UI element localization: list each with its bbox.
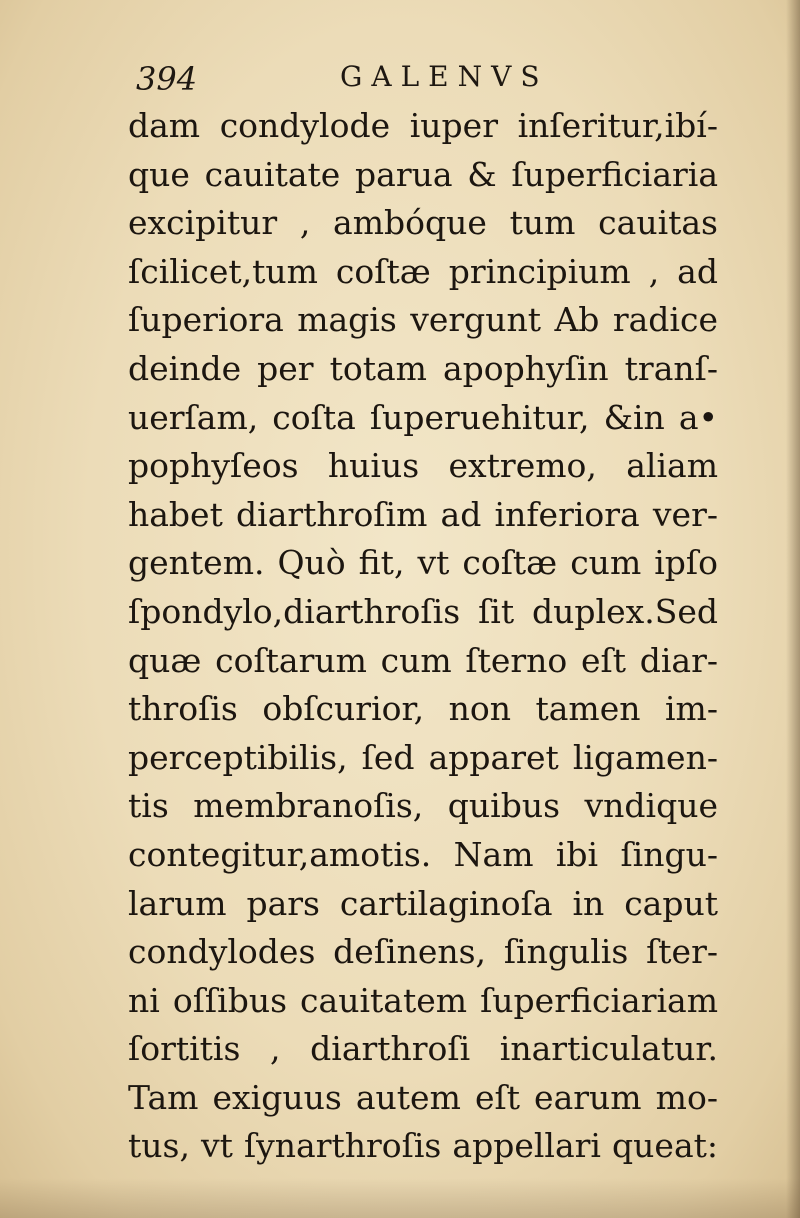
text-line: pophyſeos huius extremo, aliam — [128, 446, 718, 486]
text-line: deinde per totam apophyſin tranſ- — [128, 348, 718, 388]
page-bottom-shadow — [0, 1178, 800, 1218]
text-line: que cauitate parua & ſuperficiaria — [128, 154, 718, 194]
text-line: ſpondylo,diarthroſis ſit duplex.Sed — [128, 591, 718, 631]
text-line: uerſam, coſta ſuperuehitur, &in a• — [128, 397, 718, 437]
text-line: contegitur,amotis. Nam ibi ſingu- — [128, 834, 718, 874]
text-line: larum pars cartilaginoſa in caput — [128, 883, 718, 923]
text-line: ſuperiora magis vergunt Ab radice — [128, 300, 718, 340]
text-line: habet diarthroſim ad inferiora ver- — [128, 494, 718, 534]
text-line: tis membranoſis, quibus vndique — [128, 786, 718, 826]
text-line: ſortitis , diarthroſi inarticulatur. — [128, 1029, 718, 1069]
page-header — [136, 56, 696, 106]
text-line: ni oſſibus cauitatem ſuperficiariam — [128, 980, 718, 1020]
text-line: quæ coſtarum cum ſterno eſt diar- — [128, 640, 718, 680]
text-line: gentem. Quò fit, vt coſtæ cum ipſo — [128, 543, 718, 583]
body-text — [128, 102, 718, 1171]
text-line: Tam exiguus autem eſt earum mo- — [128, 1077, 718, 1117]
page-number: 394 — [136, 60, 198, 98]
text-line: ſcilicet,tum coſtæ principium , ad — [128, 251, 718, 291]
text-line: tus, vt ſynarthroſis appellari queat: — [128, 1126, 718, 1166]
text-line: dam condylode iuper inſeritur,ibí- — [128, 106, 718, 145]
running-head: GALENVS — [340, 60, 549, 93]
text-line: perceptibilis, ſed apparet ligamen- — [128, 737, 718, 777]
text-line: condylodes deſinens, ſingulis ſter- — [128, 932, 718, 972]
text-line: excipitur , ambóque tum cauitas — [128, 203, 718, 243]
text-line: throſis obſcurior, non tamen im- — [128, 689, 718, 729]
page-edge-shadow — [786, 0, 800, 1218]
